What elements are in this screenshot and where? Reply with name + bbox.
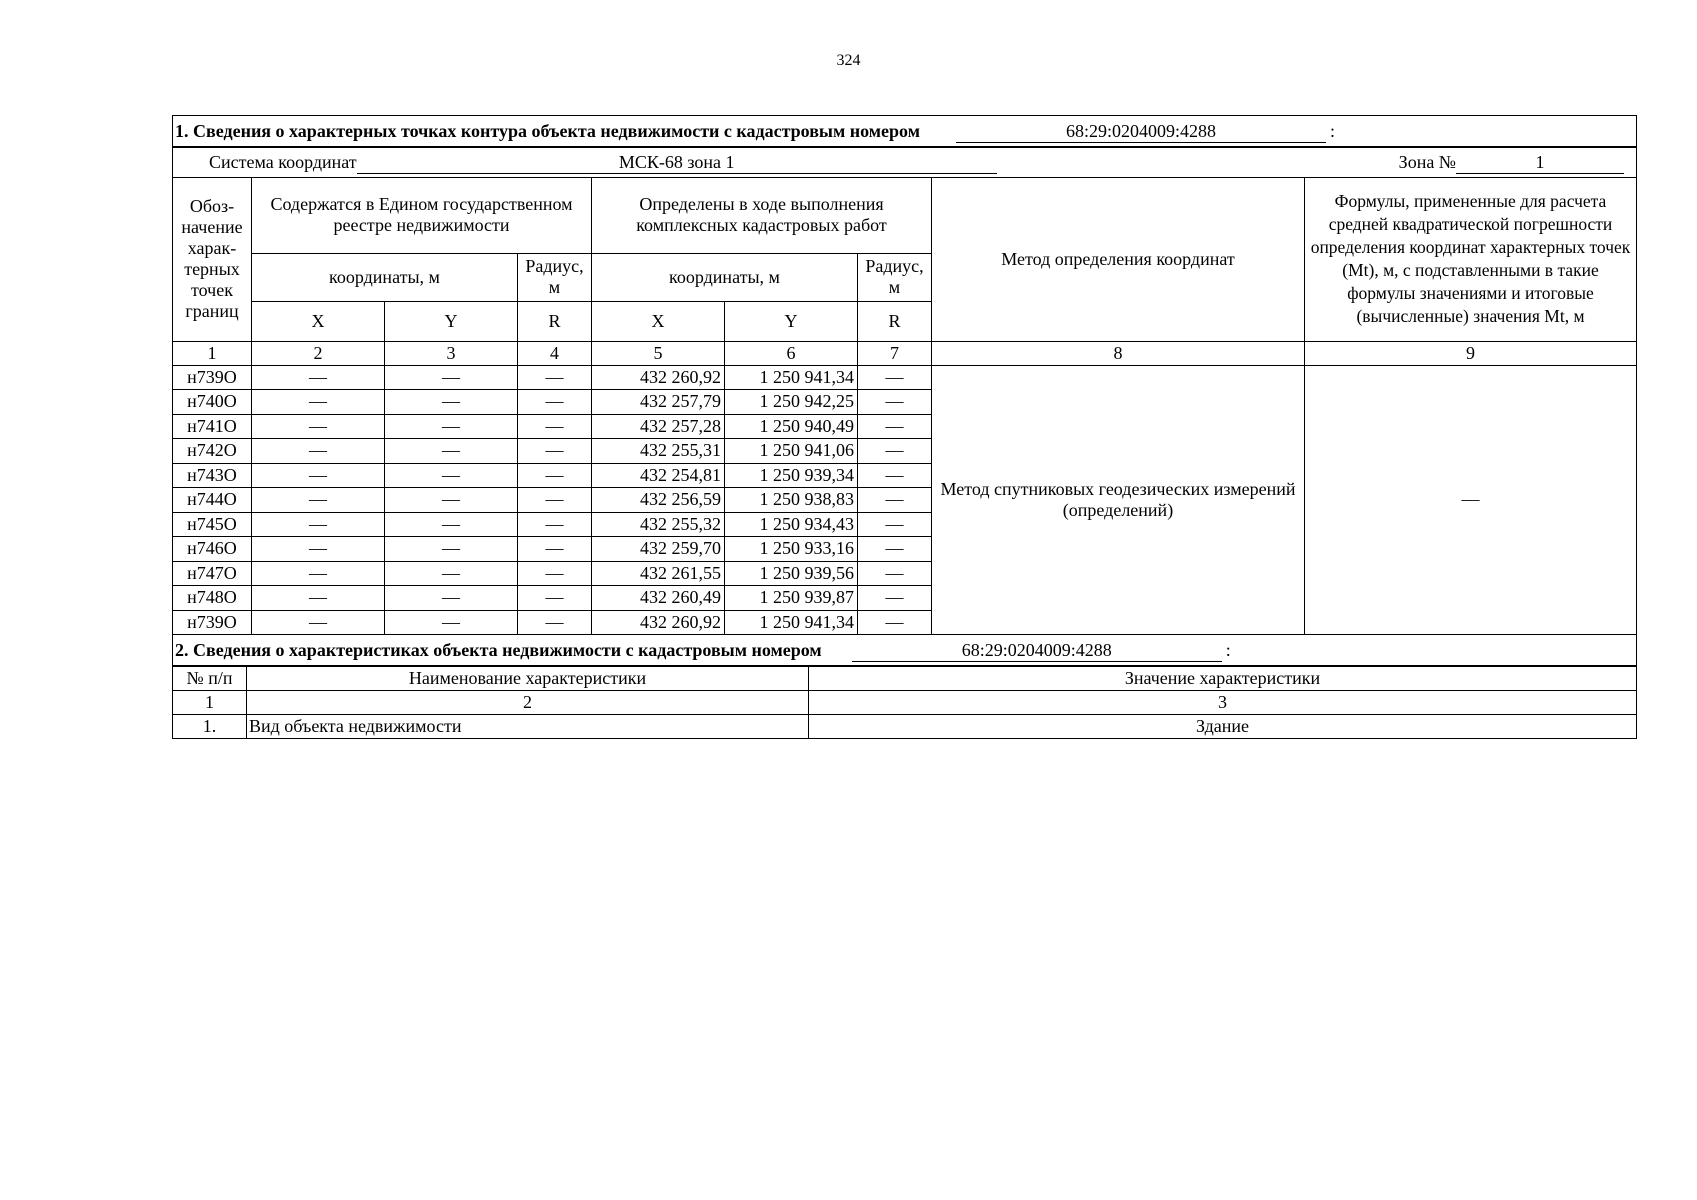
y-coord: 1 250 941,06 — [725, 439, 858, 464]
y-coord: 1 250 934,43 — [725, 512, 858, 537]
y-coord: 1 250 939,34 — [725, 463, 858, 488]
column-number: 5 — [592, 341, 725, 365]
section1-cadastral-number: 68:29:0204009:4288 — [956, 120, 1326, 143]
x-egrn: — — [252, 610, 385, 635]
radius: — — [858, 365, 932, 390]
y-egrn: — — [385, 414, 518, 439]
r-egrn: — — [518, 439, 592, 464]
coord-system-label: Система координат — [209, 151, 357, 172]
section2-colon: : — [1225, 639, 1231, 660]
radius: — — [858, 390, 932, 415]
y-egrn: — — [385, 365, 518, 390]
characteristic-value: Здание — [809, 714, 1637, 738]
r-egrn: — — [518, 463, 592, 488]
y-coord: 1 250 939,87 — [725, 586, 858, 611]
characteristic-points-table — [172, 115, 1637, 635]
x-coord: 432 256,59 — [592, 488, 725, 513]
object-characteristics-table — [172, 634, 1637, 739]
x-egrn: — — [252, 390, 385, 415]
column-number: 4 — [518, 341, 592, 365]
coord-system-cell — [173, 147, 1637, 177]
y-coord: 1 250 941,34 — [725, 610, 858, 635]
x-coord: 432 260,92 — [592, 610, 725, 635]
column-number: 8 — [932, 341, 1305, 365]
formula-value: — — [1305, 365, 1637, 635]
header-coords-egrn: координаты, м — [252, 253, 518, 301]
x-egrn: — — [252, 439, 385, 464]
header-point-designation: Обоз-начение харак-терных точек границ — [173, 177, 252, 341]
table-row — [173, 714, 1637, 738]
x-coord: 432 260,49 — [592, 586, 725, 611]
y-egrn: — — [385, 463, 518, 488]
column-number: 9 — [1305, 341, 1637, 365]
x-egrn: — — [252, 365, 385, 390]
x-coord: 432 261,55 — [592, 561, 725, 586]
method-value: Метод спутниковых геодезических измерений (определений) — [932, 365, 1305, 635]
x-coord: 432 259,70 — [592, 537, 725, 562]
section1-colon: : — [1329, 120, 1335, 141]
column-number: 2 — [247, 690, 809, 714]
y-egrn: — — [385, 488, 518, 513]
x-coord: 432 260,92 — [592, 365, 725, 390]
radius: — — [858, 439, 932, 464]
section2-cadastral-number: 68:29:0204009:4288 — [852, 639, 1222, 662]
y-egrn: — — [385, 537, 518, 562]
header-radius-ckr: Радиус, м — [858, 253, 932, 301]
y-coord: 1 250 939,56 — [725, 561, 858, 586]
radius: — — [858, 537, 932, 562]
point-name: н744О — [173, 488, 252, 513]
point-name: н745О — [173, 512, 252, 537]
radius: — — [858, 463, 932, 488]
column-number: 7 — [858, 341, 932, 365]
header-ckr: Определены в ходе выполнения комплексных кадастровых работ — [592, 177, 932, 253]
row-num: 1. — [173, 714, 247, 738]
x-egrn: — — [252, 488, 385, 513]
column-number: 1 — [173, 690, 247, 714]
x-coord: 432 257,79 — [592, 390, 725, 415]
header-num: № п/п — [173, 666, 247, 690]
zone-value: 1 — [1456, 151, 1624, 174]
point-name: н742О — [173, 439, 252, 464]
x-egrn: — — [252, 537, 385, 562]
header-characteristic-name: Наименование характеристики — [247, 666, 809, 690]
point-name: н747О — [173, 561, 252, 586]
y-coord: 1 250 940,49 — [725, 414, 858, 439]
radius: — — [858, 512, 932, 537]
r-egrn: — — [518, 537, 592, 562]
column-number: 2 — [252, 341, 385, 365]
r-egrn: — — [518, 414, 592, 439]
header-r-ckr: R — [858, 301, 932, 341]
header-formula: Формулы, примененные для расчета средней квадратической погрешности определения координат характерных точек (Mt), м, с подставленными в такие формулы значениями и итоговые (вычисленные) значения Mt, м — [1305, 177, 1637, 341]
x-coord: 432 255,31 — [592, 439, 725, 464]
radius: — — [858, 488, 932, 513]
y-egrn: — — [385, 586, 518, 611]
point-name: н743О — [173, 463, 252, 488]
header-y-egrn: Y — [385, 301, 518, 341]
column-number: 1 — [173, 341, 252, 365]
header-x-ckr: X — [592, 301, 725, 341]
zone-label: Зона № — [1398, 151, 1456, 172]
r-egrn: — — [518, 488, 592, 513]
radius: — — [858, 414, 932, 439]
point-name: н739О — [173, 365, 252, 390]
table-row — [173, 365, 1637, 390]
point-name: н739О — [173, 610, 252, 635]
y-coord: 1 250 941,34 — [725, 365, 858, 390]
x-egrn: — — [252, 512, 385, 537]
header-y-ckr: Y — [725, 301, 858, 341]
x-coord: 432 255,32 — [592, 512, 725, 537]
header-characteristic-value: Значение характеристики — [809, 666, 1637, 690]
y-egrn: — — [385, 610, 518, 635]
point-name: н741О — [173, 414, 252, 439]
header-x-egrn: X — [252, 301, 385, 341]
column-number: 6 — [725, 341, 858, 365]
x-egrn: — — [252, 586, 385, 611]
section2-title-cell — [173, 635, 1637, 667]
page-number: 324 — [836, 52, 861, 69]
r-egrn: — — [518, 512, 592, 537]
point-name: н746О — [173, 537, 252, 562]
radius: — — [858, 586, 932, 611]
section1-title-cell — [173, 116, 1637, 148]
y-coord: 1 250 942,25 — [725, 390, 858, 415]
r-egrn: — — [518, 561, 592, 586]
r-egrn: — — [518, 610, 592, 635]
header-coords-ckr: координаты, м — [592, 253, 858, 301]
header-radius-egrn: Радиус, м — [518, 253, 592, 301]
y-egrn: — — [385, 390, 518, 415]
coord-system-value: МСК-68 зона 1 — [357, 151, 997, 174]
x-egrn: — — [252, 414, 385, 439]
header-egrn: Содержатся в Едином государственном реестре недвижимости — [252, 177, 592, 253]
x-coord: 432 257,28 — [592, 414, 725, 439]
y-coord: 1 250 933,16 — [725, 537, 858, 562]
y-egrn: — — [385, 439, 518, 464]
x-egrn: — — [252, 463, 385, 488]
column-number: 3 — [385, 341, 518, 365]
point-name: н748О — [173, 586, 252, 611]
y-egrn: — — [385, 561, 518, 586]
r-egrn: — — [518, 586, 592, 611]
characteristic-name: Вид объекта недвижимости — [247, 714, 809, 738]
section2-title: 2. Сведения о характеристиках объекта недвижимости с кадастровым номером — [175, 639, 822, 660]
radius: — — [858, 610, 932, 635]
point-name: н740О — [173, 390, 252, 415]
y-egrn: — — [385, 512, 518, 537]
r-egrn: — — [518, 390, 592, 415]
column-number: 3 — [809, 690, 1637, 714]
radius: — — [858, 561, 932, 586]
header-r-egrn: R — [518, 301, 592, 341]
header-method: Метод определения координат — [932, 177, 1305, 341]
section1-title: 1. Сведения о характерных точках контура объекта недвижимости с кадастровым номером — [175, 120, 920, 141]
y-coord: 1 250 938,83 — [725, 488, 858, 513]
x-coord: 432 254,81 — [592, 463, 725, 488]
r-egrn: — — [518, 365, 592, 390]
x-egrn: — — [252, 561, 385, 586]
